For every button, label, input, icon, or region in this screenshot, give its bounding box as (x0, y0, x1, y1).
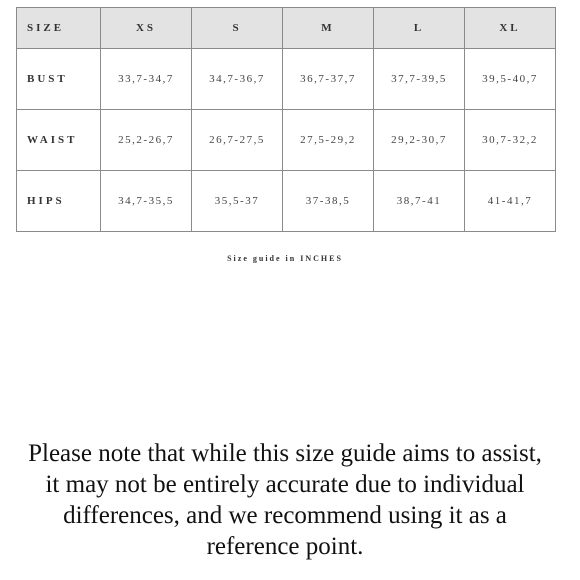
bust-m: 36,7-37,7 (283, 49, 374, 110)
waist-s: 26,7-27,5 (192, 110, 283, 171)
header-xs: XS (101, 8, 192, 49)
header-s: S (192, 8, 283, 49)
waist-xs: 25,2-26,7 (101, 110, 192, 171)
hips-xl: 41-41,7 (465, 171, 556, 232)
size-guide-caption: Size guide in INCHES (227, 254, 343, 263)
hips-xs: 34,7-35,5 (101, 171, 192, 232)
table-header-row (17, 8, 556, 49)
hips-s: 35,5-37 (192, 171, 283, 232)
waist-l: 29,2-30,7 (374, 110, 465, 171)
bust-xl: 39,5-40,7 (465, 49, 556, 110)
row-label-waist: WAIST (17, 110, 101, 171)
waist-xl: 30,7-32,2 (465, 110, 556, 171)
row-label-hips: HIPS (17, 171, 101, 232)
header-xl: XL (465, 8, 556, 49)
header-m: M (283, 8, 374, 49)
header-size-label: SIZE (17, 8, 101, 49)
table-row-bust (17, 49, 556, 110)
table-row-waist (17, 110, 556, 171)
hips-l: 38,7-41 (374, 171, 465, 232)
bust-s: 34,7-36,7 (192, 49, 283, 110)
row-label-bust: BUST (17, 49, 101, 110)
table-row-hips (17, 171, 556, 232)
disclaimer-note: Please note that while this size guide aims to assist, it may not be entirely accurate due to individual differences, and we recommend using it as a reference point. (28, 440, 542, 560)
bust-xs: 33,7-34,7 (101, 49, 192, 110)
hips-m: 37-38,5 (283, 171, 374, 232)
size-chart-table (16, 7, 556, 232)
waist-m: 27,5-29,2 (283, 110, 374, 171)
bust-l: 37,7-39,5 (374, 49, 465, 110)
header-l: L (374, 8, 465, 49)
